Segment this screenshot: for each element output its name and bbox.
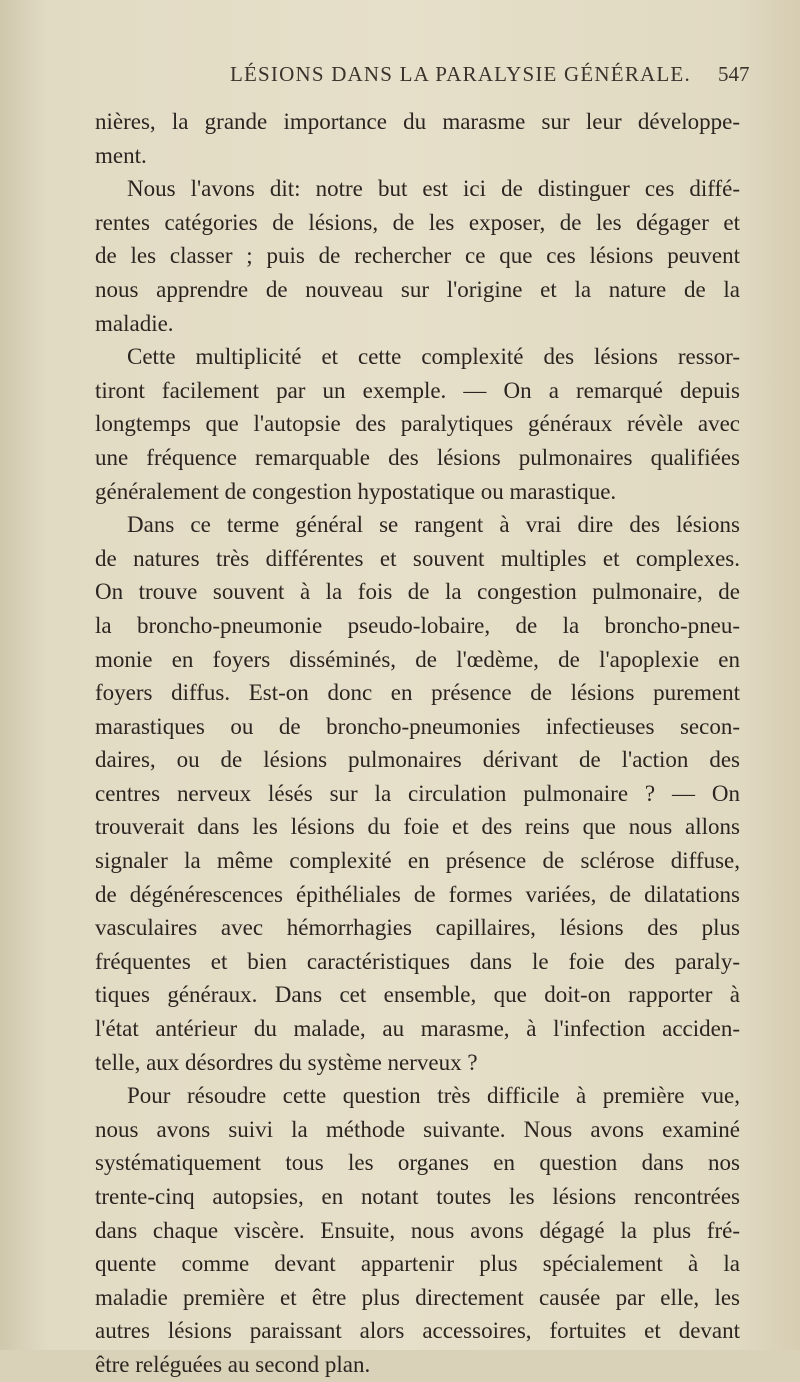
running-title: LÉSIONS DANS LA PARALYSIE GÉNÉRALE. [230, 62, 691, 86]
text-line: nous apprendre de nouveau sur l'origine et la nature de la [95, 276, 740, 302]
running-header [0, 62, 800, 92]
text-line: autres lésions paraissant alors accessoires, fortuites et devant [95, 1318, 740, 1344]
text-line: la broncho-pneumonie pseudo-lobaire, de la broncho-pneu- [95, 612, 740, 638]
text-line: dans chaque viscère. Ensuite, nous avons dégagé la plus fré- [95, 1217, 740, 1243]
text-line: On trouve souvent à la fois de la congestion pulmonaire, de [95, 579, 740, 605]
text-line: foyers diffus. Est-on donc en présence de lésions purement [95, 680, 740, 706]
text-line: vasculaires avec hémorrhagies capillaires, lésions des plus [95, 915, 740, 941]
text-line: tiront facilement par un exemple. — On a remarqué depuis [95, 377, 740, 403]
text-line: nous avons suivi la méthode suivante. Nous avons examiné [95, 1116, 740, 1142]
text-line: de natures très différentes et souvent multiples et complexes. [95, 545, 740, 571]
text-line: Dans ce terme général se rangent à vrai dire des lésions [127, 512, 740, 538]
text-line: tiques généraux. Dans cet ensemble, que doit-on rapporter à [95, 982, 740, 1008]
text-line: monie en foyers disséminés, de l'œdème, de l'apoplexie en [95, 646, 740, 672]
text-line: signaler la même complexité en présence de sclérose diffuse, [95, 848, 740, 874]
text-line: l'état antérieur du malade, au marasme, à l'infection acciden- [95, 1016, 740, 1042]
text-line: une fréquence remarquable des lésions pulmonaires qualifiées [95, 444, 740, 470]
body-text [95, 105, 740, 1382]
text-line: quente comme devant appartenir plus spécialement à la [95, 1251, 740, 1277]
text-line: fréquentes et bien caractéristiques dans le foie des paraly- [95, 948, 740, 974]
text-line: daires, ou de lésions pulmonaires dérivant de l'action des [95, 747, 740, 773]
text-line: maladie première et être plus directement causée par elle, les [95, 1284, 740, 1310]
text-line: trente-cinq autopsies, en notant toutes les lésions rencontrées [95, 1184, 740, 1209]
text-line: telle, aux désordres du système nerveux ? [95, 1049, 478, 1075]
text-line: centres nerveux lésés sur la circulation pulmonaire ? — On [95, 780, 740, 806]
text-line: nières, la grande importance du marasme sur leur développe- [95, 109, 740, 134]
text-line: rentes catégories de lésions, de les exposer, de les dégager et [95, 209, 740, 235]
text-line: de dégénérescences épithéliales de formes variées, de dilatations [95, 881, 740, 907]
text-line: ment. [95, 142, 147, 168]
text-line: longtemps que l'autopsie des paralytiques généraux révèle avec [95, 411, 740, 437]
text-line: systématiquement tous les organes en question dans nos [95, 1150, 740, 1176]
text-line: Nous l'avons dit: notre but est ici de distinguer ces diffé- [127, 176, 740, 202]
text-line: de les classer ; puis de rechercher ce que ces lésions peuvent [95, 243, 740, 269]
text-line: maladie. [95, 310, 174, 336]
text-line: être reléguées au second plan. [95, 1351, 371, 1377]
page-number: 547 [718, 62, 750, 86]
text-line: marastiques ou de broncho-pneumonies infectieuses secon- [95, 713, 740, 739]
text-line: Pour résoudre cette question très difficile à première vue, [127, 1083, 740, 1109]
text-line: trouverait dans les lésions du foie et des reins que nous allons [95, 814, 740, 840]
text-line: généralement de congestion hypostatique ou marastique. [95, 478, 617, 504]
text-line: Cette multiplicité et cette complexité des lésions ressor- [127, 344, 740, 370]
